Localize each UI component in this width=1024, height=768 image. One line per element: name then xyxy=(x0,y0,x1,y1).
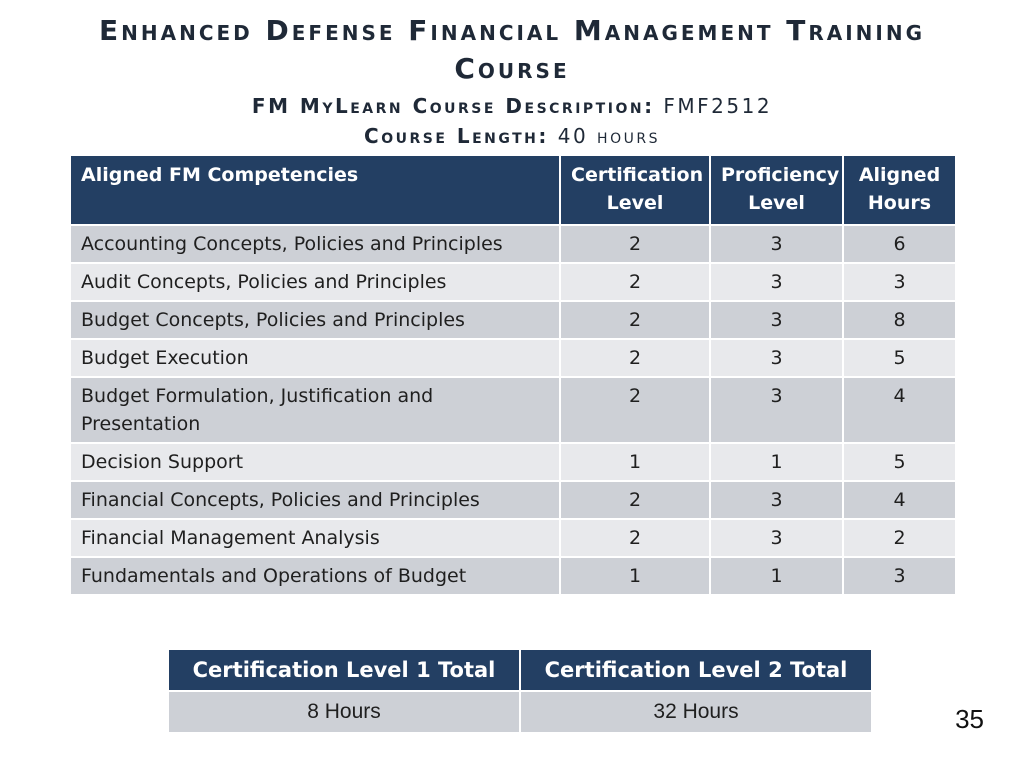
aligned-hours: 4 xyxy=(843,377,956,443)
header-competency: Aligned FM Competencies xyxy=(70,155,560,225)
certification-totals-table xyxy=(167,648,873,734)
competencies-table xyxy=(69,154,957,596)
course-description-line xyxy=(60,94,964,118)
certification-level: 2 xyxy=(560,301,710,339)
competency-name: Budget Execution xyxy=(70,339,560,377)
competency-name: Audit Concepts, Policies and Principles xyxy=(70,263,560,301)
table-row xyxy=(70,339,956,377)
certification-level: 2 xyxy=(560,519,710,557)
slide-title xyxy=(60,12,964,88)
table-row xyxy=(70,519,956,557)
proficiency-level: 3 xyxy=(710,225,843,263)
course-length-line xyxy=(60,124,964,148)
header-aligned-hours: Aligned Hours xyxy=(843,155,956,225)
competencies-header-row xyxy=(70,155,956,225)
totals-value-row xyxy=(168,691,872,733)
course-length-label: Course Length: xyxy=(364,124,549,148)
slide-title-line-2: Course xyxy=(454,52,570,85)
header-certification-level: Certification Level xyxy=(560,155,710,225)
aligned-hours: 5 xyxy=(843,443,956,481)
totals-header-row xyxy=(168,649,872,691)
competency-name: Decision Support xyxy=(70,443,560,481)
proficiency-level: 3 xyxy=(710,519,843,557)
aligned-hours: 5 xyxy=(843,339,956,377)
certification-level: 2 xyxy=(560,339,710,377)
table-row xyxy=(70,443,956,481)
proficiency-level: 1 xyxy=(710,557,843,595)
certification-level: 2 xyxy=(560,481,710,519)
aligned-hours: 6 xyxy=(843,225,956,263)
competency-name: Accounting Concepts, Policies and Principles xyxy=(70,225,560,263)
header-level-2-total: Certification Level 2 Total xyxy=(520,649,872,691)
proficiency-level: 3 xyxy=(710,263,843,301)
competency-name: Financial Management Analysis xyxy=(70,519,560,557)
proficiency-level: 3 xyxy=(710,339,843,377)
aligned-hours: 3 xyxy=(843,263,956,301)
page-number: 35 xyxy=(955,704,984,734)
certification-level: 2 xyxy=(560,225,710,263)
table-row xyxy=(70,225,956,263)
level-1-total-value: 8 Hours xyxy=(168,691,520,733)
level-2-total-value: 32 Hours xyxy=(520,691,872,733)
course-length-value: 40 hours xyxy=(557,124,660,148)
table-row xyxy=(70,557,956,595)
proficiency-level: 1 xyxy=(710,443,843,481)
aligned-hours: 3 xyxy=(843,557,956,595)
course-code: FMF2512 xyxy=(663,94,773,118)
proficiency-level: 3 xyxy=(710,481,843,519)
certification-level: 1 xyxy=(560,557,710,595)
slide-title-line-1: Enhanced Defense Financial Management Training xyxy=(99,14,925,47)
competency-name: Budget Formulation, Justification and Presentation xyxy=(70,377,560,443)
competency-name: Financial Concepts, Policies and Principles xyxy=(70,481,560,519)
certification-level: 2 xyxy=(560,377,710,443)
competency-name: Budget Concepts, Policies and Principles xyxy=(70,301,560,339)
aligned-hours: 4 xyxy=(843,481,956,519)
table-row xyxy=(70,377,956,443)
certification-level: 2 xyxy=(560,263,710,301)
proficiency-level: 3 xyxy=(710,301,843,339)
proficiency-level: 3 xyxy=(710,377,843,443)
table-row xyxy=(70,481,956,519)
certification-level: 1 xyxy=(560,443,710,481)
aligned-hours: 8 xyxy=(843,301,956,339)
aligned-hours: 2 xyxy=(843,519,956,557)
header-proficiency-level: Proficiency Level xyxy=(710,155,843,225)
table-row xyxy=(70,301,956,339)
course-description-label: FM MyLearn Course Description: xyxy=(251,94,655,118)
header-level-1-total: Certification Level 1 Total xyxy=(168,649,520,691)
table-row xyxy=(70,263,956,301)
competency-name: Fundamentals and Operations of Budget xyxy=(70,557,560,595)
